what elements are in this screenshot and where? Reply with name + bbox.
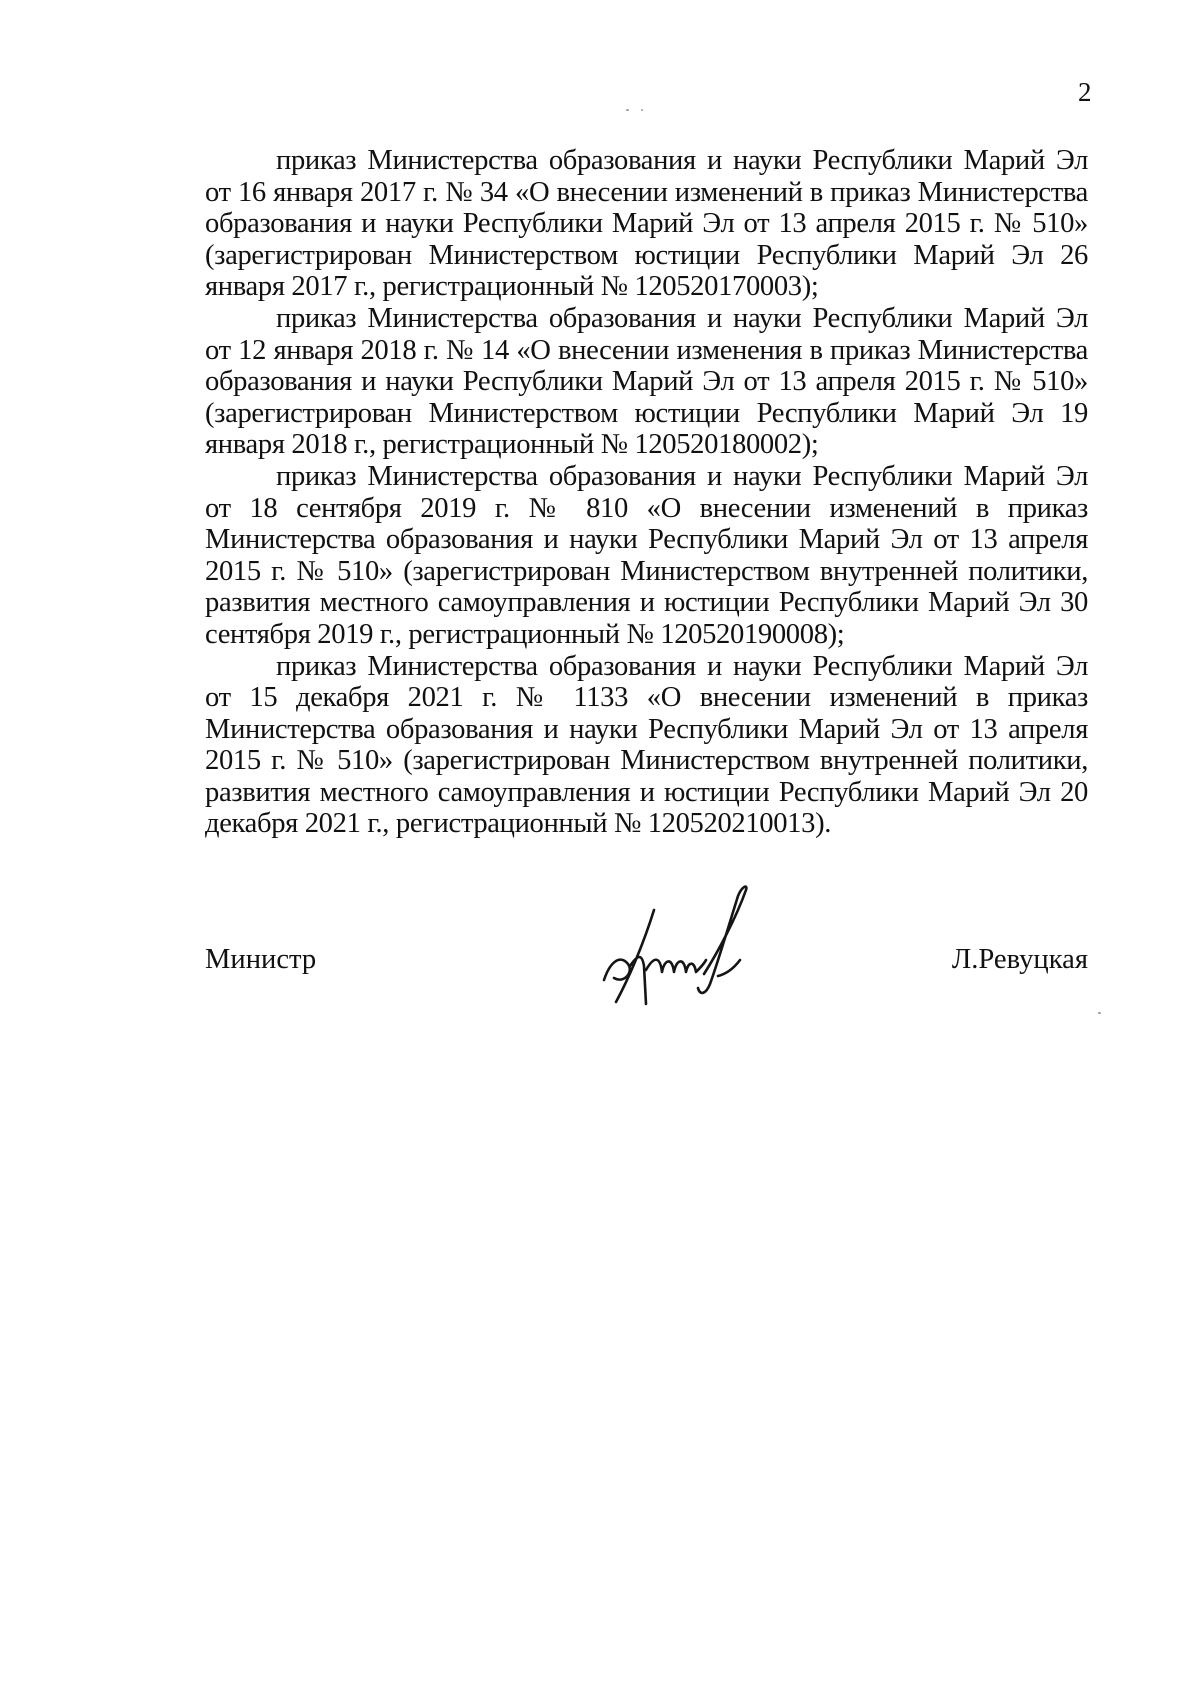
handwritten-signature bbox=[600, 880, 770, 1020]
scan-speck bbox=[641, 109, 643, 111]
signature-block bbox=[205, 880, 1088, 1030]
document-body bbox=[205, 145, 1088, 840]
order-paragraph-2: приказ Министерства образования и науки Республики Марий Эл от 12 января 2018 г. № 14 «О внесении изменения в приказ Министерства образования и науки Республики Марий Эл от 13 апреля 2015 г. № 510» (зарегистрирован Министерством юстиции Республики Марий Эл 19 января 2018 г., регистрационный № 120520180002); bbox=[205, 302, 1088, 461]
order-paragraph-3: приказ Министерства образования и науки Республики Марий Эл от 18 сентября 2019 г. № 810 «О внесении изменений в приказ Министерства образования и науки Республики Марий Эл от 13 апреля 2015 г. № 510» (зарегистрирован Министерством внутренней политики, развития местного самоуправления и юстиции Республики Марий Эл 30 сентября 2019 г., регистрационный № 120520190008); bbox=[205, 460, 1088, 650]
page-number: 2 bbox=[1078, 77, 1092, 107]
position-title: Министр bbox=[205, 944, 317, 975]
scan-speck bbox=[1098, 1012, 1101, 1014]
scan-speck bbox=[626, 109, 629, 111]
order-paragraph-1: приказ Министерства образования и науки Республики Марий Эл от 16 января 2017 г. № 34 «О внесении изменений в приказ Министерства образования и науки Республики Марий Эл от 13 апреля 2015 г. № 510» (зарегистрирован Министерством юстиции Республики Марий Эл 26 января 2017 г., регистрационный № 120520170003); bbox=[205, 145, 1088, 303]
signer-name: Л.Ревуцкая bbox=[951, 944, 1088, 975]
order-paragraph-4: приказ Министерства образования и науки Республики Марий Эл от 15 декабря 2021 г. № 1133 «О внесении изменений в приказ Министерства образования и науки Республики Марий Эл от 13 апреля 2015 г. № 510» (зарегистрирован Министерством внутренней политики, развития местного самоуправления и юстиции Республики Марий Эл 20 декабря 2021 г., регистрационный № 120520210013). bbox=[205, 650, 1088, 840]
